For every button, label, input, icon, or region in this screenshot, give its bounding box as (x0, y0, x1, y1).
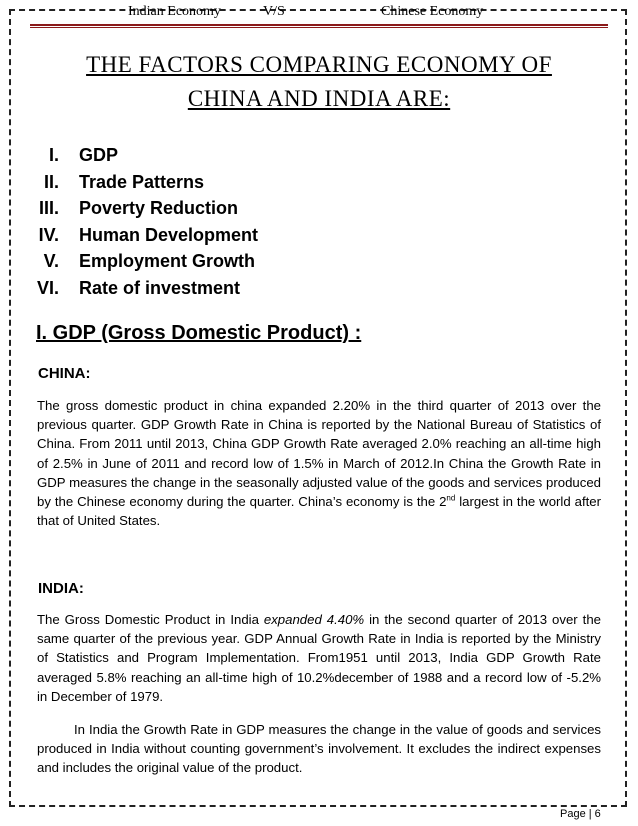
running-header (0, 4, 638, 22)
header-left: Indian Economy (128, 4, 221, 19)
header-middle: V/S (263, 4, 285, 19)
list-item (0, 142, 119, 169)
list-item (0, 222, 259, 249)
list-item-number: V. (43, 251, 59, 271)
list-item-number: VI. (36, 277, 59, 298)
list-item-label: GDP (79, 145, 119, 165)
list-item-label: Trade Patterns (79, 171, 205, 192)
page-number: Page | 6 (560, 808, 601, 820)
list-item (0, 169, 205, 196)
header-right: Chinese Economy (381, 4, 484, 19)
list-item-label: Rate of investment (79, 277, 241, 298)
india-text: The Gross Domestic Product in India (37, 612, 264, 627)
list-item (0, 195, 239, 222)
china-heading: CHINA: (38, 365, 91, 382)
title-line-1: THE FACTORS COMPARING ECONOMY OF (86, 52, 552, 77)
list-item-number: III. (38, 198, 59, 218)
china-text: The gross domestic product in china expanded 2.20% in the third quarter of 2013 over the previous quarter. GDP Growth Rate in China is reported by the National Bureau of Statistics of China. From 2011 until 2013, China GDP Growth Rate averaged 2.0% reaching an all-time high of 2.5% in June of 2011 and record low of 1.5% in March of 2012.In China the Growth Rate in GDP measures the change in the seasonally adjusted value of the goods and services produced by the Chinese economy during the quarter. China’s economy is the 2 (37, 398, 601, 510)
factors-list (0, 142, 259, 301)
list-item (0, 248, 256, 275)
india-paragraph-2: In India the Growth Rate in GDP measures the change in the value of goods and services produced in India without counting government’s involvement. It excludes the indirect expenses and includes the original value of the product. (37, 722, 601, 776)
ordinal-suffix: nd (446, 493, 456, 503)
list-item-number: II. (43, 171, 59, 192)
section-heading-gdp: I. GDP (Gross Domestic Product) : (36, 322, 362, 344)
list-item-number: I. (48, 145, 59, 165)
india-paragraph-1 (37, 610, 601, 706)
list-item (0, 275, 241, 302)
list-item-label: Employment Growth (79, 251, 256, 271)
india-text-end: in the second quarter of 2013 over the same quarter of the previous year. GDP Annual Growth Rate in India is reported by the Ministry of Statistics and Program Implementation. From1951 until 2013, India GDP Growth Rate averaged 5.8% reaching an all-time high of 10.2%december of 1988 and a record low of -5.2% in December of 1979. (37, 612, 601, 704)
header-rule (30, 24, 608, 28)
india-italic-text: expanded 4.40% (263, 612, 365, 627)
list-item-label: Poverty Reduction (79, 198, 239, 218)
india-heading: INDIA: (38, 580, 84, 597)
list-item-number: IV. (38, 224, 59, 245)
china-paragraph (37, 396, 601, 530)
document-title (30, 48, 608, 116)
list-item-label: Human Development (79, 224, 259, 245)
china-text-end: largest in the world after that of United States. (37, 494, 602, 529)
title-line-2: CHINA AND INDIA ARE: (187, 86, 451, 111)
